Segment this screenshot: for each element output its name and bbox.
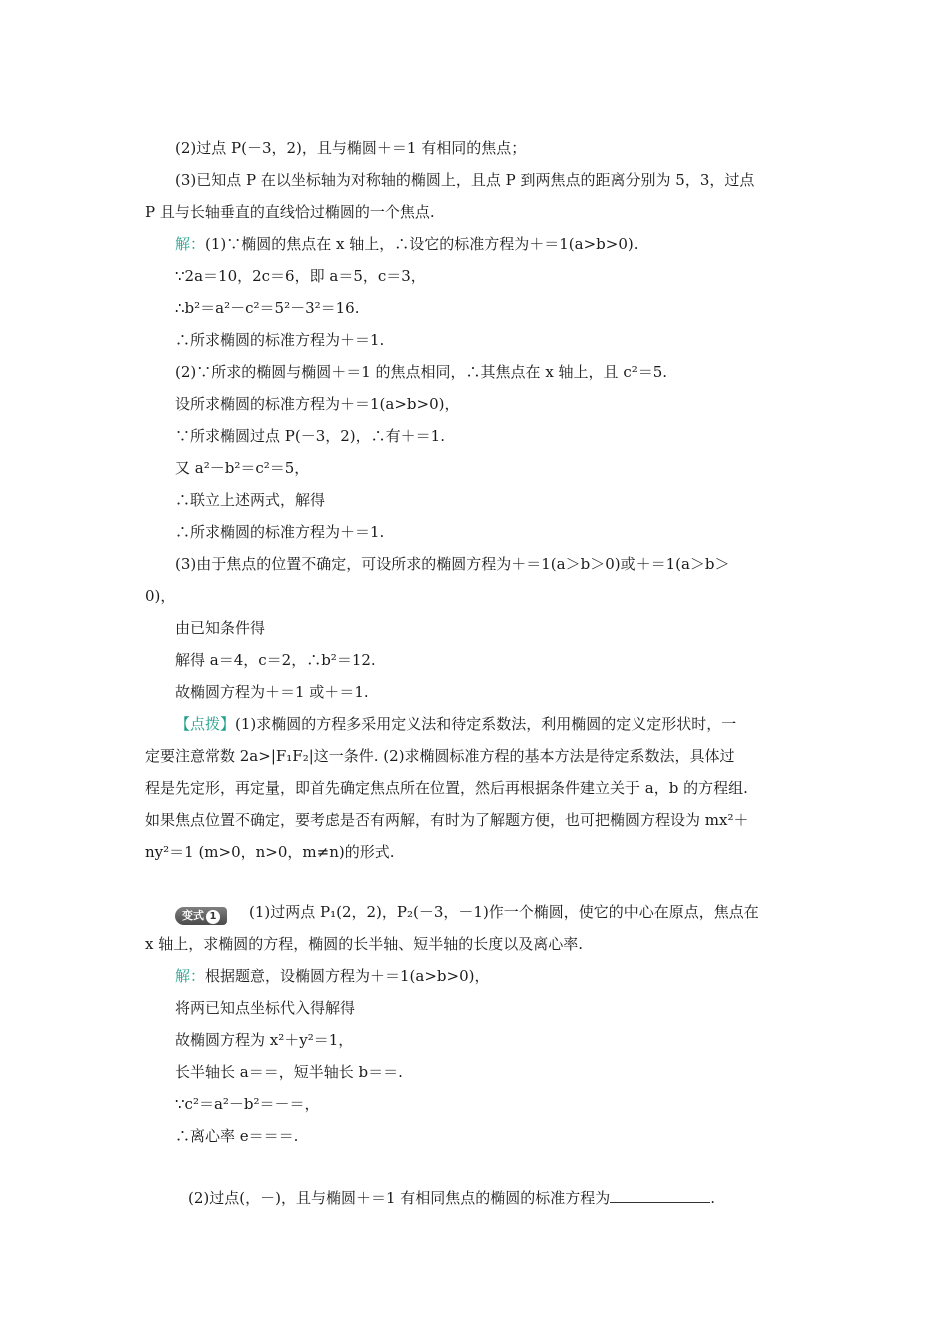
tip-line-3: 程是先定形，再定量，即首先确定焦点所在位置，然后再根据条件建立关于 a，b 的方程组. xyxy=(145,779,748,797)
tip-label: 【点拨】 xyxy=(175,715,236,733)
solution-line-15: 故椭圆方程为＋＝1 或＋＝1. xyxy=(175,683,369,701)
solution-line-9: ∴联立上述两式，解得 xyxy=(175,491,326,509)
answer-blank[interactable] xyxy=(610,1188,710,1203)
solution-line-14: 解得 a＝4，c＝2，∴b²＝12. xyxy=(175,651,376,669)
variant-text: (1)过两点 P₁(2，2)，P₂(－3，－1)作一个椭圆，使它的中心在原点，焦点在 xyxy=(249,903,759,921)
solution-line-7: ∵所求椭圆过点 P(－3，2)，∴有＋＝1. xyxy=(175,427,445,445)
variant-solution-line-2: 将两已知点坐标代入得解得 xyxy=(175,999,356,1017)
solution-line-6: 设所求椭圆的标准方程为＋＝1(a>b>0)， xyxy=(175,395,460,413)
variant-badge-text: 变式 xyxy=(182,909,204,922)
solution-line-4: ∴所求椭圆的标准方程为＋＝1. xyxy=(175,331,385,349)
variant-question-2-end: . xyxy=(710,1189,716,1207)
solution-line-8: 又 a²－b²＝c²＝5， xyxy=(175,459,310,477)
variant-question-2 xyxy=(188,1188,715,1208)
tip-text: (1)求椭圆的方程多采用定义法和待定系数法，利用椭圆的定义定形状时，一 xyxy=(235,715,737,733)
variant-solution-line-1 xyxy=(175,966,490,986)
variant-solution-line-5: ∵c²＝a²－b²＝－＝， xyxy=(175,1095,320,1113)
tip-line-2: 定要注意常数 2a>|F₁F₂|这一条件. (2)求椭圆标准方程的基本方法是待定系数法，具体过 xyxy=(145,747,735,765)
variant-solution-text: 根据题意，设椭圆方程为＋＝1(a>b>0)， xyxy=(205,967,490,985)
variant-solution-line-6: ∴离心率 e＝＝＝. xyxy=(175,1127,299,1145)
solution-line-11: (3)由于焦点的位置不确定，可设所求的椭圆方程为＋＝1(a＞b＞0)或＋＝1(a＞b＞ xyxy=(175,555,730,573)
solution-line-5: (2)∵所求的椭圆与椭圆＋＝1 的焦点相同，∴其焦点在 x 轴上，且 c²＝5. xyxy=(175,363,668,381)
solution-label: 解： xyxy=(175,235,206,253)
variant-solution-line-3: 故椭圆方程为 x²＋y²＝1， xyxy=(175,1031,354,1049)
variant-solution-label: 解： xyxy=(175,967,206,985)
variant-badge xyxy=(175,907,227,925)
solution-line-10: ∴所求椭圆的标准方程为＋＝1. xyxy=(175,523,385,541)
tip-line-5: ny²＝1 (m>0，n>0，m≠n)的形式. xyxy=(145,843,395,861)
tip-line-4: 如果焦点位置不确定，要考虑是否有两解，有时为了解题方便，也可把椭圆方程设为 mx²＋ xyxy=(145,811,749,829)
solution-line-13: 由已知条件得 xyxy=(175,619,266,637)
variant-line-2: x 轴上，求椭圆的方程，椭圆的长半轴、短半轴的长度以及离心率. xyxy=(145,935,583,953)
solution-line-3: ∴b²＝a²－c²＝5²－3²＝16. xyxy=(175,299,360,317)
solution-line-2: ∵2a＝10，2c＝6，即 a＝5，c＝3， xyxy=(175,267,426,285)
problem-part-3-line-2: P 且与长轴垂直的直线恰过椭圆的一个焦点. xyxy=(145,203,435,221)
variant-solution-line-4: 长半轴长 a＝＝，短半轴长 b＝＝. xyxy=(175,1063,403,1081)
problem-part-3-line-1: (3)已知点 P 在以坐标轴为对称轴的椭圆上，且点 P 到两焦点的距离分别为 5，3，过点 xyxy=(175,171,755,189)
solution-line-12: 0)， xyxy=(145,587,176,605)
variant-badge-number: 1 xyxy=(206,910,220,924)
solution-text: (1)∵椭圆的焦点在 x 轴上，∴设它的标准方程为＋＝1(a>b>0). xyxy=(205,235,639,253)
tip-line-1 xyxy=(175,714,736,734)
problem-part-2: (2)过点 P(－3，2)，且与椭圆＋＝1 有相同的焦点； xyxy=(175,139,527,157)
variant-question-2-text: (2)过点(，－)，且与椭圆＋＝1 有相同焦点的椭圆的标准方程为 xyxy=(188,1189,611,1207)
solution-line-1 xyxy=(175,234,639,254)
variant-line-1 xyxy=(175,902,759,923)
